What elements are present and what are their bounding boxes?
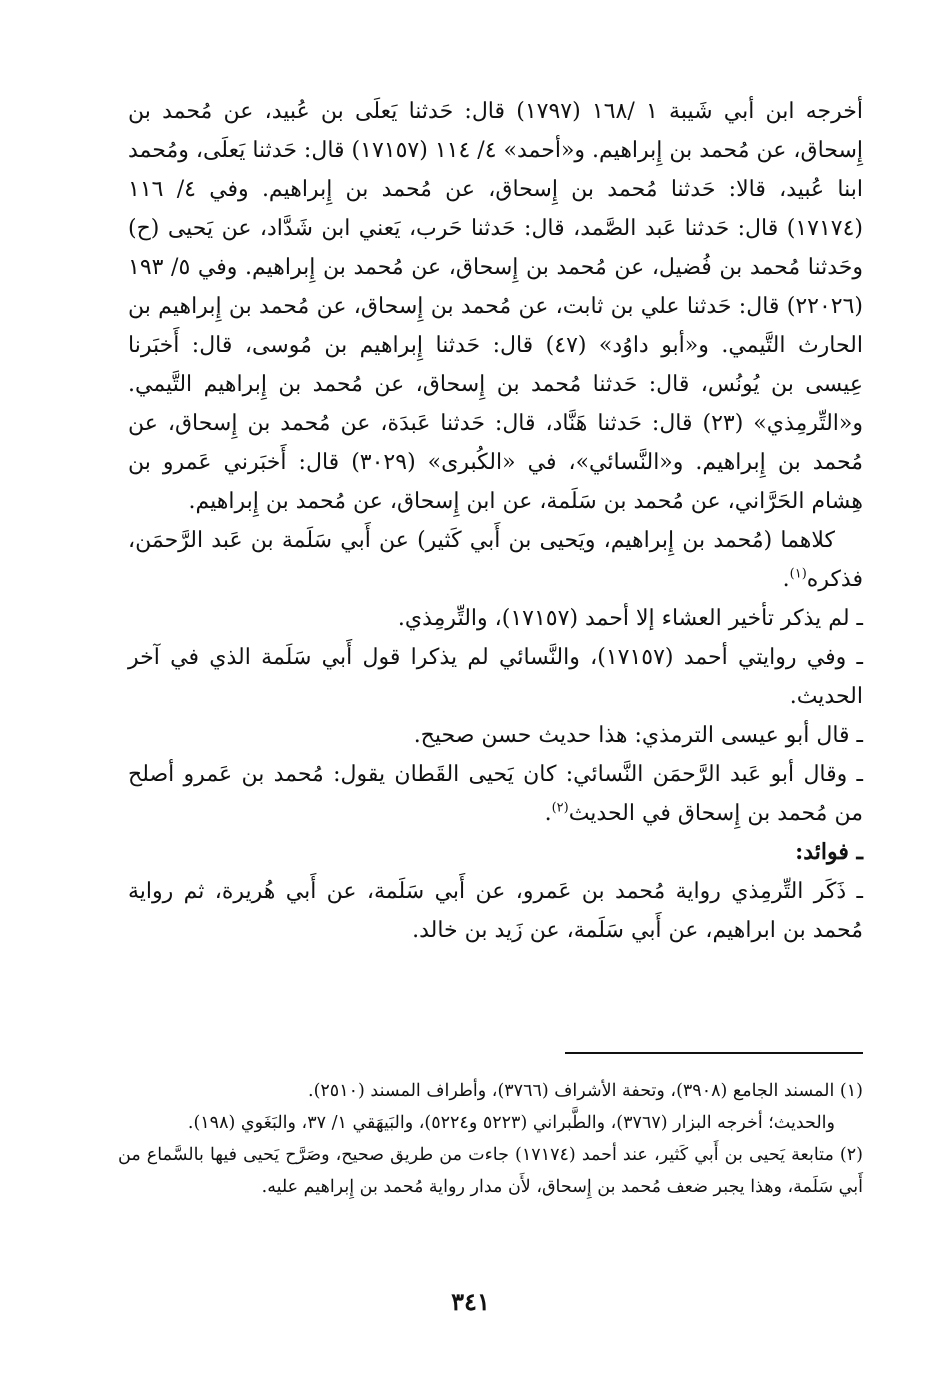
footnote-1-line-1: (١) المسند الجامع (٣٩٠٨)، وتحفة الأشراف (٣٧٦٦)، وأطراف المسند (٢٥١٠).	[308, 1081, 863, 1101]
note-bullet-3: ـ قال أبو عيسى الترمذي: هذا حديث حسن صحيح.	[413, 723, 863, 748]
footnote-ref-2[interactable]: (٢)	[551, 800, 569, 816]
main-text	[128, 92, 863, 950]
footnotes-section	[118, 1075, 863, 1203]
note-bullet-4-text: ـ وقال أبو عَبد الرَّحمَن النَّسائي: كان يَحيى القَطان يقول: مُحمد بن عَمرو أصلح من مُحمد بن إِسحاق في الحديث	[128, 762, 863, 826]
note-bullet-2: ـ وفي روايتي أحمد (١٧١٥٧)، والنَّسائي لم يذكرا قول أَبي سَلَمة الذي في آخر الحديث.	[128, 645, 864, 709]
kilahuma-text: كلاهما (مُحمد بن إِبراهيم، ويَحيى بن أَبي كَثير) عن أَبي سَلَمة بن عَبد الرَّحمَن، فذكره	[128, 528, 863, 592]
fawaid-text: ـ ذَكَر التِّرمِذي رواية مُحمد بن عَمرو، عن أَبي سَلَمة، عن أَبي هُريرة، ثم رواية مُحمد بن ابراهيم، عن أَبي سَلَمة، عن زَيد بن خالد.	[128, 879, 863, 943]
footnote-divider	[565, 1052, 863, 1054]
kilahuma-paragraph: كلاهما (مُحمد بن إِبراهيم، ويَحيى بن أَبي كَثير) عن أَبي سَلَمة بن عَبد الرَّحمَن، فذكره$^{(١)}$.	[128, 528, 863, 592]
footnote-2: (٢) متابعة يَحيى بن أَبي كَثير، عند أحمد (١٧١٧٤) جاءت من طريق صحيح، وصَرَّح يَحيى فيها بالسَّماع من أَبي سَلَمة، وهذا يجبر ضعف مُحمد بن إِسحاق، لأَن مدار رواية مُحمد بن إِبراهيم عليه.	[118, 1145, 863, 1197]
page-number: ٣٤١	[451, 1287, 490, 1316]
note-bullet-4: ـ وقال أبو عَبد الرَّحمَن النَّسائي: كان يَحيى القَطان يقول: مُحمد بن عَمرو أصلح من مُحمد بن إِسحاق في الحديث$^{(٢)}$.	[128, 762, 863, 826]
note-bullet-1: ـ لم يذكر تأخير العشاء إلا أحمد (١٧١٥٧)، والتِّرمِذي.	[397, 606, 863, 631]
fawaid-heading: ـ فوائد:	[795, 839, 863, 865]
takhrij-paragraph: أخرجه ابن أبي شَيبة ١ /١٦٨ (١٧٩٧) قال: حَدثنا يَعلَى بن عُبيد، عن مُحمد بن إِسحاق، عن مُحمد بن إِبراهيم. و«أحمد» ٤/ ١١٤ (١٧١٥٧) قال: حَدثنا يَعلَى، ومُحمد ابنا عُبيد، قالا: حَدثنا مُحمد بن إِسحاق، عن مُحمد بن إِبراهيم. وفي ٤/ ١١٦ (١٧١٧٤) قال: حَدثنا عَبد الصَّمد، قال: حَدثنا حَرب، يَعني ابن شَدَّاد، عن يَحيى (ح) وحَدثنا مُحمد بن فُضيل، عن مُحمد بن إِسحاق، عن مُحمد بن إِبراهيم. وفي ٥/ ١٩٣ (٢٢٠٢٦) قال: حَدثنا علي بن ثابت، عن مُحمد بن إِسحاق، عن مُحمد بن إِبراهيم بن الحارث التَّيمي. و«أبو داوُد» (٤٧) قال: حَدثنا إِبراهيم بن مُوسى، قال: أَخبَرنا عِيسى بن يُونُس، قال: حَدثنا مُحمد بن إِسحاق، عن مُحمد بن إِبراهيم التَّيمي. و«التِّرمِذي» (٢٣) قال: حَدثنا هَنَّاد، قال: حَدثنا عَبدَة، عن مُحمد بن إِسحاق، عن مُحمد بن إِبراهيم. و«النَّسائي»، في «الكُبرى» (٣٠٢٩) قال: أَخبَرني عَمرو بن هِشام الحَرَّاني، عن مُحمد بن سَلَمة، عن ابن إِسحاق، عن مُحمد بن إِبراهيم.	[128, 99, 864, 514]
footnote-ref-1[interactable]: (١)	[789, 566, 807, 582]
footnote-1-line-2: والحديث؛ أخرجه البزار (٣٧٦٧)، والطَّبراني (٥٢٢٣ و٥٢٢٤)، والبَيهَقي ١/ ٣٧، والبَغَوي (١٩٨).	[187, 1113, 835, 1133]
